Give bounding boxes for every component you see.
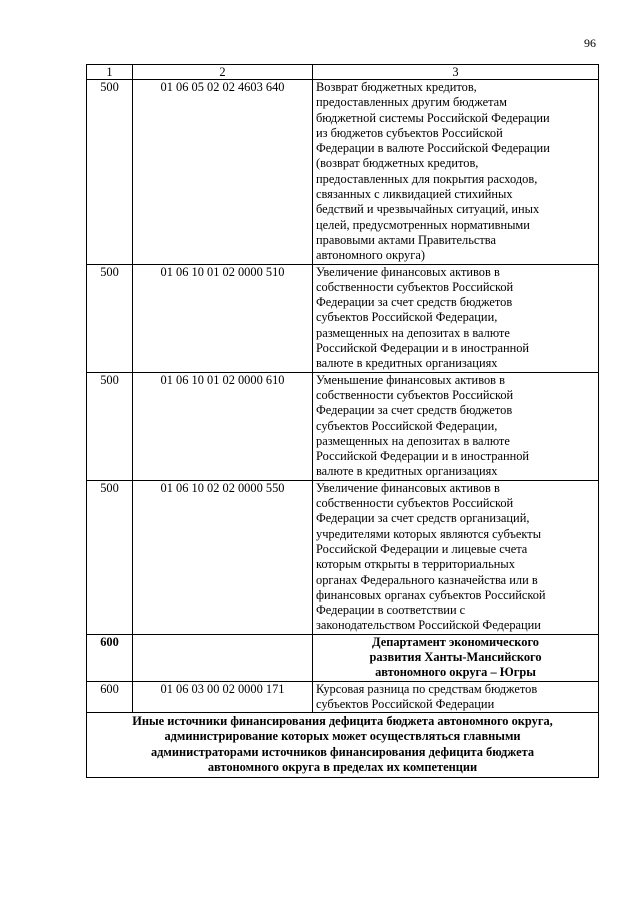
description-cell: Уменьшение финансовых активов в собственности субъектов Российской Федерации за счет средств бюджетов субъектов Российской Федерации, размещенных на депозитах в валюте Российской Федерации и в иностранной валюте в кредитных организациях bbox=[313, 372, 599, 480]
column-header-2: 2 bbox=[133, 65, 313, 80]
description-cell: Курсовая разница по средствам бюджетов субъектов Российской Федерации bbox=[313, 681, 599, 713]
table-row bbox=[87, 372, 599, 480]
budget-sources-table bbox=[86, 64, 599, 778]
admin-code-cell: 500 bbox=[87, 480, 133, 634]
source-code-cell bbox=[133, 634, 313, 681]
source-code-cell: 01 06 10 01 02 0000 510 bbox=[133, 264, 313, 372]
table-row bbox=[87, 480, 599, 634]
source-code-cell: 01 06 05 02 02 4603 640 bbox=[133, 80, 313, 265]
page-number: 96 bbox=[584, 36, 596, 50]
admin-code-cell: 600 bbox=[87, 681, 133, 713]
column-header-3: 3 bbox=[313, 65, 599, 80]
admin-code-cell: 500 bbox=[87, 264, 133, 372]
department-name-cell: Департамент экономического развития Ханты-Мансийского автономного округа – Югры bbox=[313, 634, 599, 681]
source-code-cell: 01 06 03 00 02 0000 171 bbox=[133, 681, 313, 713]
description-cell: Увеличение финансовых активов в собственности субъектов Российской Федерации за счет средств организаций, учредителями которых являются субъекты Российской Федерации и лицевые счета которым открыты в территориальных органах Федерального казначейства или в финансовых органах субъектов Российской Федерации в соответствии с законодательством Российской Федерации bbox=[313, 480, 599, 634]
description-cell: Увеличение финансовых активов в собственности субъектов Российской Федерации за счет средств бюджетов субъектов Российской Федерации, размещенных на депозитах в валюте Российской Федерации и в иностранной валюте в кредитных организациях bbox=[313, 264, 599, 372]
table-row bbox=[87, 681, 599, 713]
source-code-cell: 01 06 10 01 02 0000 610 bbox=[133, 372, 313, 480]
admin-code-cell: 600 bbox=[87, 634, 133, 681]
other-sources-heading: Иные источники финансирования дефицита бюджета автономного округа, администрирование которых может осуществляться главными администраторами источников финансирования дефицита бюджета автономного округа в пределах их компетенции bbox=[87, 713, 599, 778]
table-row bbox=[87, 80, 599, 265]
column-header-1: 1 bbox=[87, 65, 133, 80]
source-code-cell: 01 06 10 02 02 0000 550 bbox=[133, 480, 313, 634]
admin-code-cell: 500 bbox=[87, 80, 133, 265]
table-header-row bbox=[87, 65, 599, 80]
table-row bbox=[87, 264, 599, 372]
department-heading-row bbox=[87, 634, 599, 681]
admin-code-cell: 500 bbox=[87, 372, 133, 480]
section-heading-row bbox=[87, 713, 599, 778]
description-cell: Возврат бюджетных кредитов, предоставленных другим бюджетам бюджетной системы Российской Федерации из бюджетов субъектов Российской Федерации в валюте Российской Федерации (возврат бюджетных кредитов, предоставленных для покрытия расходов, связанных с ликвидацией стихийных бедствий и чрезвычайных ситуаций, иных целей, предусмотренных нормативными правовыми актами Правительства автономного округа) bbox=[313, 80, 599, 265]
